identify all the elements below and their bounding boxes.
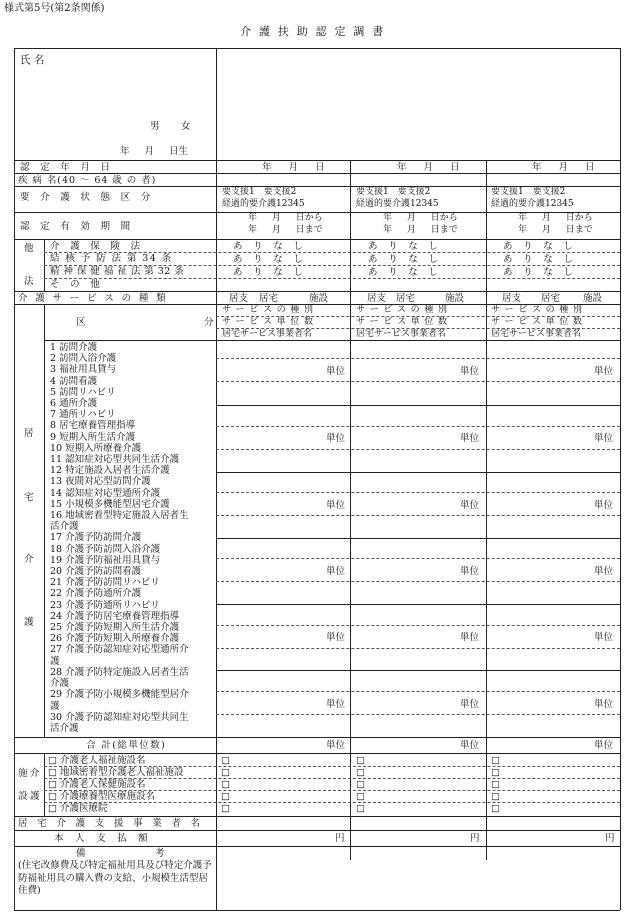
- total-unit-1: 単位: [326, 740, 346, 751]
- unit-3-2: 単位: [460, 500, 480, 511]
- care-level-2a: 要支援1 要支援2: [356, 187, 431, 197]
- fac-check-1-2[interactable]: □: [356, 755, 365, 766]
- unit-4-1: 単位: [326, 566, 346, 577]
- law1-col1: あ り な し: [233, 241, 307, 252]
- service-kind-2c: 施設: [445, 293, 465, 304]
- kubun-label: 区: [76, 317, 86, 328]
- service-kind-1c: 施設: [309, 293, 329, 304]
- header-units-3: サ ー ビ ス 単 位 数: [491, 317, 583, 327]
- law3-col1: あ り な し: [233, 267, 307, 278]
- service-item: 5 訪問リハビリ: [50, 386, 116, 398]
- fac-check-4-1[interactable]: □: [221, 791, 230, 802]
- care-level-label: 要 介 護 状 態 区 分: [20, 192, 155, 203]
- care-level-1b: 経過的要介護12345: [222, 199, 305, 209]
- unit-2-2: 単位: [460, 433, 480, 444]
- unit-6-2: 単位: [460, 699, 480, 710]
- service-item: 20 介護予防訪問看護: [50, 566, 142, 578]
- shisetsu-label-a: 施: [18, 768, 28, 779]
- nintei-date-1: 年 月 日: [262, 162, 325, 173]
- service-item: 活介護: [50, 521, 79, 533]
- law2-col3: あ り な し: [503, 254, 577, 265]
- gender-male: 男: [150, 121, 160, 132]
- service-item: 6 通所介護: [50, 398, 98, 410]
- facility-3: □ 介護老人保健施設名: [48, 779, 146, 790]
- period-from-1: 年 月 日から: [248, 213, 323, 223]
- valid-period-label: 認 定 有 効 期 間: [20, 221, 134, 232]
- unit-5-1: 単位: [326, 632, 346, 643]
- yen-1: 円: [335, 833, 345, 844]
- fac-check-3-1[interactable]: □: [221, 779, 230, 790]
- service-item: 13 夜間対応型訪問介護: [50, 476, 151, 488]
- service-type-label: 介 護 サ ー ビ ス の 種 類: [18, 293, 169, 304]
- service-item: 介護: [50, 678, 70, 690]
- care-level-2b: 経過的要介護12345: [356, 199, 439, 209]
- unit-2-3: 単位: [594, 433, 614, 444]
- form-label: 様式第5号(第2条関係): [4, 3, 105, 14]
- service-item: 21 介護予防訪問リハビリ: [50, 577, 160, 589]
- care-level-1a: 要支援1 要支援2: [222, 187, 297, 197]
- law1-col2: あ り な し: [368, 241, 442, 252]
- total-unit-3: 単位: [594, 740, 614, 751]
- service-item: 18 介護予防訪問入浴介護: [50, 543, 161, 555]
- unit-5-2: 単位: [460, 632, 480, 643]
- service-item: 17 介護予防訪問介護: [50, 532, 142, 544]
- unit-4-3: 単位: [594, 566, 614, 577]
- birth-date: 年 月 日生: [120, 146, 189, 157]
- unit-6-3: 単位: [594, 699, 614, 710]
- service-item: 3 福祉用具貸与: [50, 364, 117, 376]
- service-item: 30 介護予防認知症対応型共同生: [50, 711, 189, 723]
- header-provider-2: 居宅サービス事業者名: [356, 329, 447, 339]
- nintei-date-2: 年 月 日: [397, 162, 460, 173]
- service-item: 12 特定施設入居者生活介護: [50, 465, 170, 477]
- service-kind-1a: 居支: [229, 293, 249, 304]
- other-law-4: そ の 他: [50, 279, 104, 290]
- fac-check-5-2[interactable]: □: [356, 803, 365, 814]
- period-to-2: 年 月 日まで: [383, 225, 458, 235]
- service-item: 2 訪問入浴介護: [50, 353, 117, 365]
- fac-check-5-1[interactable]: □: [221, 803, 230, 814]
- bun-label: 分: [204, 317, 214, 328]
- fac-check-2-1[interactable]: □: [221, 767, 230, 778]
- header-units-2: サ ー ビ ス 単 位 数: [356, 317, 448, 327]
- header-type-1: サ ー ビ ス の 種 別: [222, 305, 314, 315]
- gender-female: 女: [181, 121, 191, 132]
- service-item: 護: [50, 655, 60, 667]
- other-law-label-top: 他: [24, 243, 34, 254]
- service-kind-1b: 居宅: [259, 293, 279, 304]
- service-item: 活介護: [50, 722, 79, 734]
- other-law-2: 結 核 予 防 法 第 34 条: [50, 253, 173, 264]
- law2-col1: あ り な し: [233, 254, 307, 265]
- remarks-title: 備 考: [76, 848, 198, 859]
- service-item: 9 短期入所生活介護: [50, 431, 136, 443]
- law1-col3: あ り な し: [503, 241, 577, 252]
- unit-1-3: 単位: [594, 366, 614, 377]
- fac-check-3-2[interactable]: □: [356, 779, 365, 790]
- unit-2-1: 単位: [326, 433, 346, 444]
- law3-col3: あ り な し: [503, 267, 577, 278]
- fac-check-2-3[interactable]: □: [491, 767, 500, 778]
- header-provider-1: 居宅サービス事業者名: [222, 329, 313, 339]
- service-item: 8 居宅療養管理指導: [50, 420, 136, 432]
- service-kind-2b: 居宅: [396, 293, 416, 304]
- unit-1-1: 単位: [326, 366, 346, 377]
- kyotaku-label-4: 護: [24, 617, 34, 628]
- facility-1: □ 介護老人福祉施設名: [48, 755, 146, 766]
- fac-check-1-3[interactable]: □: [491, 755, 500, 766]
- kyotaku-label-3: 介: [24, 554, 34, 565]
- service-item: 11 認知症対応型共同生活介護: [50, 454, 180, 466]
- header-type-2: サ ー ビ ス の 種 別: [356, 305, 448, 315]
- self-pay-label: 本 人 支 払 額: [54, 833, 153, 844]
- service-item: 16 地域密着型特定施設入居者生: [50, 510, 189, 522]
- shisetsu-label-d: 護: [30, 791, 40, 802]
- unit-1-2: 単位: [460, 366, 480, 377]
- service-item: 15 小規模多機能型居宅介護: [50, 498, 170, 510]
- facility-4: □ 介護療養型医療施設名: [48, 791, 155, 802]
- shisetsu-label-c: 設: [18, 791, 28, 802]
- total-unit-2: 単位: [460, 740, 480, 751]
- period-to-1: 年 月 日まで: [248, 225, 323, 235]
- plan-provider-label: 居 宅 介 護 支 援 事 業 者 名: [18, 818, 204, 829]
- header-units-1: サ ー ビ ス 単 位 数: [222, 317, 314, 327]
- service-item: 護: [50, 700, 60, 712]
- unit-6-1: 単位: [326, 699, 346, 710]
- facility-5: □ 介護医療院: [48, 803, 108, 814]
- kyotaku-label-2: 宅: [24, 492, 34, 503]
- service-item: 25 介護予防短期入所生活介護: [50, 622, 180, 634]
- service-item: 22 介護予防通所介護: [50, 588, 142, 600]
- fac-check-3-3[interactable]: □: [491, 779, 500, 790]
- shisetsu-label-b: 介: [30, 768, 40, 779]
- service-item: 27 介護予防認知症対応型通所介: [50, 644, 189, 656]
- yen-2: 円: [470, 833, 480, 844]
- care-level-3b: 経過的要介護12345: [491, 199, 574, 209]
- service-item: 4 訪問看護: [50, 375, 98, 387]
- other-law-3: 精 神 保 健 福 祉 法 第 32 条: [50, 266, 185, 277]
- period-from-2: 年 月 日から: [383, 213, 458, 223]
- fac-check-1-1[interactable]: □: [221, 755, 230, 766]
- service-item: 24 介護予防居宅療養管理指導: [50, 610, 180, 622]
- service-item: 10 短期入所療養介護: [50, 442, 142, 454]
- service-kind-2a: 居支: [367, 293, 387, 304]
- period-to-3: 年 月 日まで: [518, 225, 593, 235]
- service-item: 26 介護予防短期入所療養介護: [50, 633, 180, 645]
- service-item: 28 介護予防特定施設入居者生活: [50, 666, 189, 678]
- service-item: 23 介護予防通所リハビリ: [50, 599, 160, 611]
- fac-check-2-2[interactable]: □: [356, 767, 365, 778]
- service-item: 7 通所リハビリ: [50, 409, 116, 421]
- period-from-3: 年 月 日から: [518, 213, 593, 223]
- service-item: 29 介護予防小規模多機能型居介: [50, 689, 189, 701]
- service-list: [50, 342, 189, 734]
- page-title: 介 護 扶 助 認 定 調 書: [240, 25, 386, 38]
- disease-label: 疾 病 名(40 ～ 64 歳 の 者): [18, 175, 157, 186]
- fac-check-4-2[interactable]: □: [356, 791, 365, 802]
- fac-check-5-3[interactable]: □: [491, 803, 500, 814]
- remarks-note: (住宅改修費及び特定福祉用具及び特定介護予防福祉用具の購入費の支給、小規模生活型居住費): [18, 860, 212, 896]
- service-item: 14 認知症対応型通所介護: [50, 487, 161, 499]
- name-label: 氏 名: [20, 54, 45, 66]
- total-label: 合 計(総単位数): [86, 740, 167, 751]
- other-law-label-bottom: 法: [24, 276, 34, 287]
- header-type-3: サ ー ビ ス の 種 別: [491, 305, 583, 315]
- fac-check-4-3[interactable]: □: [491, 791, 500, 802]
- nintei-date-3: 年 月 日: [532, 162, 595, 173]
- yen-3: 円: [605, 833, 615, 844]
- service-item: 1 訪問介護: [50, 342, 98, 353]
- facility-2: □ 地域密着型介護老人福祉施設: [48, 767, 184, 778]
- unit-3-1: 単位: [326, 500, 346, 511]
- unit-4-2: 単位: [460, 566, 480, 577]
- unit-5-3: 単位: [594, 632, 614, 643]
- law2-col2: あ り な し: [368, 254, 442, 265]
- care-level-3a: 要支援1 要支援2: [491, 187, 566, 197]
- other-law-1: 介 護 保 険 法: [50, 241, 144, 252]
- service-item: 19 介護予防福祉用具貸与: [50, 554, 161, 566]
- service-kind-3a: 居支: [502, 293, 522, 304]
- nintei-date-label: 認 定 年 月 日: [20, 162, 114, 173]
- law3-col2: あ り な し: [368, 267, 442, 278]
- service-kind-3b: 居宅: [541, 293, 561, 304]
- service-kind-3c: 施設: [583, 293, 603, 304]
- unit-3-3: 単位: [594, 500, 614, 511]
- kyotaku-label-1: 居: [24, 428, 34, 439]
- header-provider-3: 居宅サービス事業者名: [491, 329, 582, 339]
